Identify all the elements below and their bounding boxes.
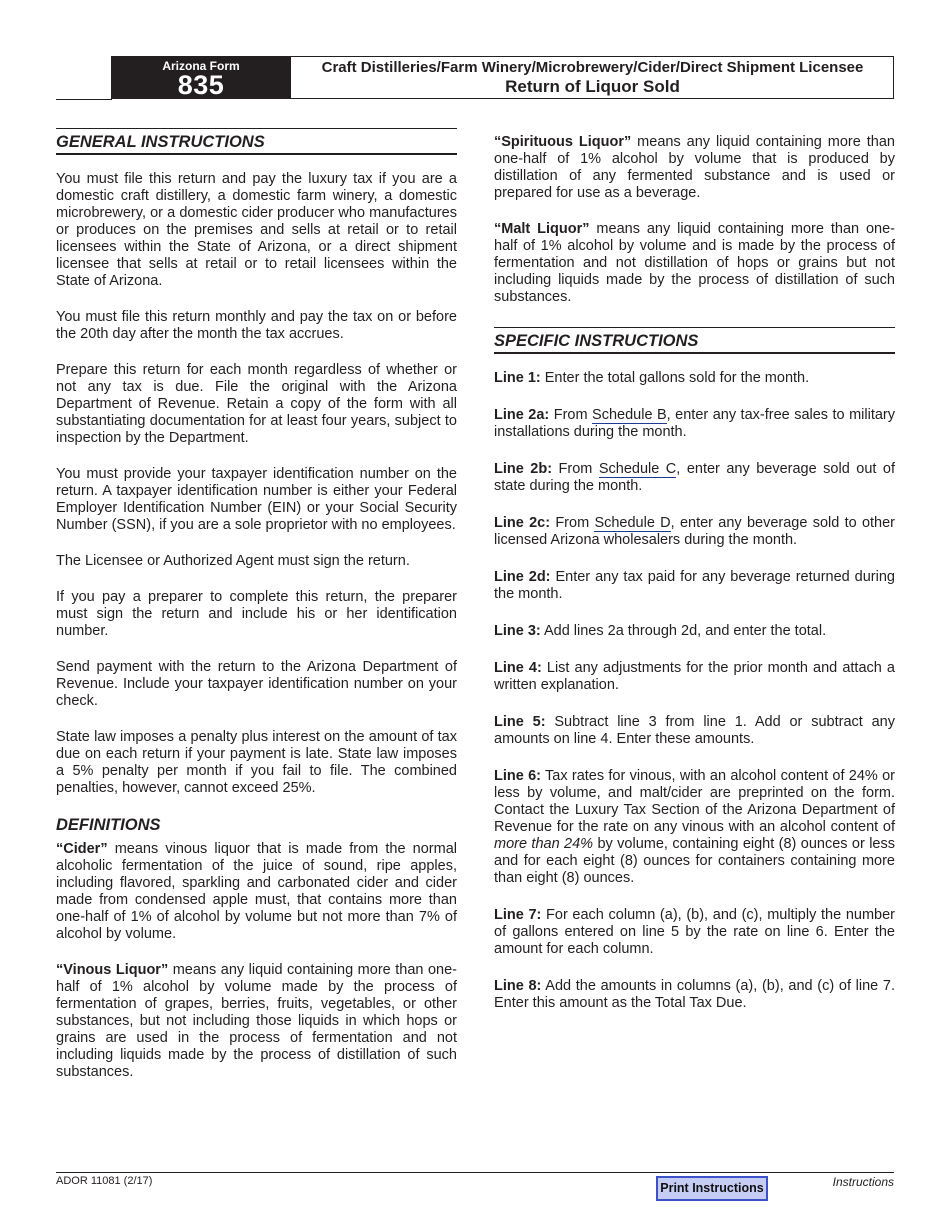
schedule-b-link[interactable]: Schedule B: [592, 407, 667, 423]
line-2d-text: Enter any tax paid for any beverage returned during the month.: [494, 569, 895, 602]
line-2a-instruction: [494, 407, 895, 441]
definition-malt-text: means any liquid containing more than one-half of 1% alcohol by volume and is made by the process of fermentation and not distillation of hops or grains but not including liquids made by the process of distillation of such substances.: [494, 221, 895, 305]
header-left-rule: [56, 99, 112, 100]
form-label: Arizona Form: [162, 59, 240, 73]
line-7-instruction: [494, 907, 895, 958]
schedule-d-link[interactable]: Schedule D: [594, 515, 671, 531]
definitions-heading: DEFINITIONS: [56, 816, 161, 834]
definition-spirituous-text: means any liquid containing more than one-half of 1% alcohol by volume that is produced by distillation of any fermented substance and is used or prepared for use as a beverage.: [494, 134, 895, 201]
line-4-instruction: [494, 660, 895, 694]
line-2a-post: , enter any tax-free sales to military installations during the month.: [494, 407, 896, 440]
right-column: [494, 134, 895, 1012]
line-2d-instruction: [494, 569, 895, 603]
definition-cider: [56, 841, 457, 943]
definition-spirituous-term: “Spirituous Liquor”: [494, 134, 632, 150]
line-2b-post: , enter any beverage sold out of state during the month.: [494, 461, 895, 494]
form-id-block: [111, 56, 291, 99]
line-4-text: List any adjustments for the prior month and attach a written explanation.: [494, 660, 895, 693]
line-8-instruction: [494, 978, 895, 1012]
schedule-c-link[interactable]: Schedule C: [598, 461, 677, 477]
definition-cider-term: “Cider”: [56, 841, 108, 857]
definition-vinous-term: “Vinous Liquor”: [56, 962, 169, 978]
page-label: Instructions: [832, 1175, 894, 1189]
general-paragraph-8: State law imposes a penalty plus interest on the amount of tax due on each return if your payment is late. State law imposes a 5% penalty per month if you fail to file. The combined penalties, however, cannot exceed 25%.: [56, 729, 457, 796]
form-code: ADOR 11081 (2/17): [56, 1175, 153, 1187]
line-6-instruction: [494, 768, 895, 887]
line-6-pre: Tax rates for vinous, with an alcohol content of 24% or less by volume, and malt/cider are preprinted on the form. Contact the Luxury Tax Section of the Arizona Department of Revenue for the rate on any vinous with an alcohol content of: [494, 768, 896, 835]
definition-malt-term: “Malt Liquor”: [494, 221, 590, 237]
line-2b-pre: From: [552, 461, 599, 477]
line-7-text: For each column (a), (b), and (c), multiply the number of gallons entered on line 5 by the rate on line 6. Enter the amount for each column.: [494, 907, 895, 957]
print-instructions-button[interactable]: Print Instructions: [656, 1176, 768, 1201]
definition-cider-text: means vinous liquor that is made from the normal alcoholic fermentation of the juice of sound, ripe apples, including flavored, sparkling and carbonated cider and cider made from condensed apple must, that contains more than one-half of 1% of alcohol by volume but not more than 7% of alcohol by volume.: [56, 841, 457, 942]
line-3-instruction: [494, 623, 895, 640]
line-1-label: Line 1:: [494, 370, 541, 386]
line-6-label: Line 6:: [494, 768, 541, 784]
line-2c-pre: From: [550, 515, 595, 531]
line-2b-instruction: [494, 461, 895, 495]
left-column: [56, 128, 457, 1081]
line-3-label: Line 3:: [494, 623, 541, 639]
general-paragraph-1: You must file this return and pay the luxury tax if you are a domestic craft distillery, a domestic farm winery, a domestic microbrewery, or a domestic cider producer who manufactures or produces on the premises and sells at retail or to retail licensees within the State of Arizona, or a direct shipment licensee that sells at retail or to retail licensees within the State of Arizona.: [56, 171, 457, 289]
line-8-text: Add the amounts in columns (a), (b), and (c) of line 7. Enter this amount as the Total Tax Due.: [494, 978, 895, 1011]
general-paragraph-3: Prepare this return for each month regardless of whether or not any tax is due. File the original with the Arizona Department of Revenue. Retain a copy of the form with all substantiating documentation for at least four years, subject to inspection by the Department.: [56, 362, 457, 446]
line-5-label: Line 5:: [494, 714, 546, 730]
form-title-line2: Return of Liquor Sold: [505, 77, 680, 96]
line-7-label: Line 7:: [494, 907, 542, 923]
line-3-text: Add lines 2a through 2d, and enter the total.: [540, 623, 827, 639]
line-2a-pre: From: [549, 407, 593, 423]
line-2c-instruction: [494, 515, 895, 549]
definition-malt: [494, 221, 895, 306]
line-6-emphasis: more than 24%: [494, 836, 594, 852]
line-5-text: Subtract line 3 from line 1. Add or subtract any amounts on line 4. Enter these amounts.: [494, 714, 895, 747]
line-1-instruction: [494, 370, 895, 387]
general-paragraph-6: If you pay a preparer to complete this return, the preparer must sign the return and include his or her identification number.: [56, 589, 457, 639]
definition-vinous: [56, 962, 457, 1081]
general-paragraph-5: The Licensee or Authorized Agent must sign the return.: [56, 553, 410, 569]
general-paragraph-7: Send payment with the return to the Arizona Department of Revenue. Include your taxpayer identification number on your check.: [56, 659, 457, 709]
line-8-label: Line 8:: [494, 978, 542, 994]
line-4-label: Line 4:: [494, 660, 542, 676]
line-2d-label: Line 2d:: [494, 569, 551, 585]
general-paragraph-4: You must provide your taxpayer identification number on the return. A taxpayer identification number is either your Federal Employer Identification Number (EIN) or your Social Security Number (SSN), if you are a sole proprietor with no employees.: [56, 466, 457, 533]
general-paragraph-2: You must file this return monthly and pay the tax on or before the 20th day after the month the tax accrues.: [56, 309, 457, 342]
line-6-post: by volume, containing eight (8) ounces or less and for each eight (8) ounces for containers containing more than eight (8) ounces.: [494, 836, 895, 886]
definition-vinous-text: means any liquid containing more than one-half of 1% alcohol by volume made by the process of fermentation of grapes, berries, fruits, vegetables, or other substances, but not including those liquids in which hops or grains are used in the process of fermentation and not including liquids made by the process of distillation of such substances.: [56, 962, 458, 1080]
line-2c-label: Line 2c:: [494, 515, 551, 531]
line-2c-post: , enter any beverage sold to other licensed Arizona wholesalers during the month.: [494, 515, 895, 548]
form-number: 835: [177, 70, 225, 100]
footer-rule: [56, 1172, 894, 1173]
specific-instructions-heading: SPECIFIC INSTRUCTIONS: [494, 327, 895, 354]
definition-spirituous: [494, 134, 895, 202]
line-1-text: Enter the total gallons sold for the month.: [540, 370, 810, 386]
line-5-instruction: [494, 714, 895, 748]
line-2a-label: Line 2a:: [494, 407, 550, 423]
line-2b-label: Line 2b:: [494, 461, 553, 477]
form-title-line1: Craft Distilleries/Farm Winery/Microbrewery/Cider/Direct Shipment Licensee: [321, 59, 864, 76]
general-instructions-heading: GENERAL INSTRUCTIONS: [56, 128, 457, 155]
